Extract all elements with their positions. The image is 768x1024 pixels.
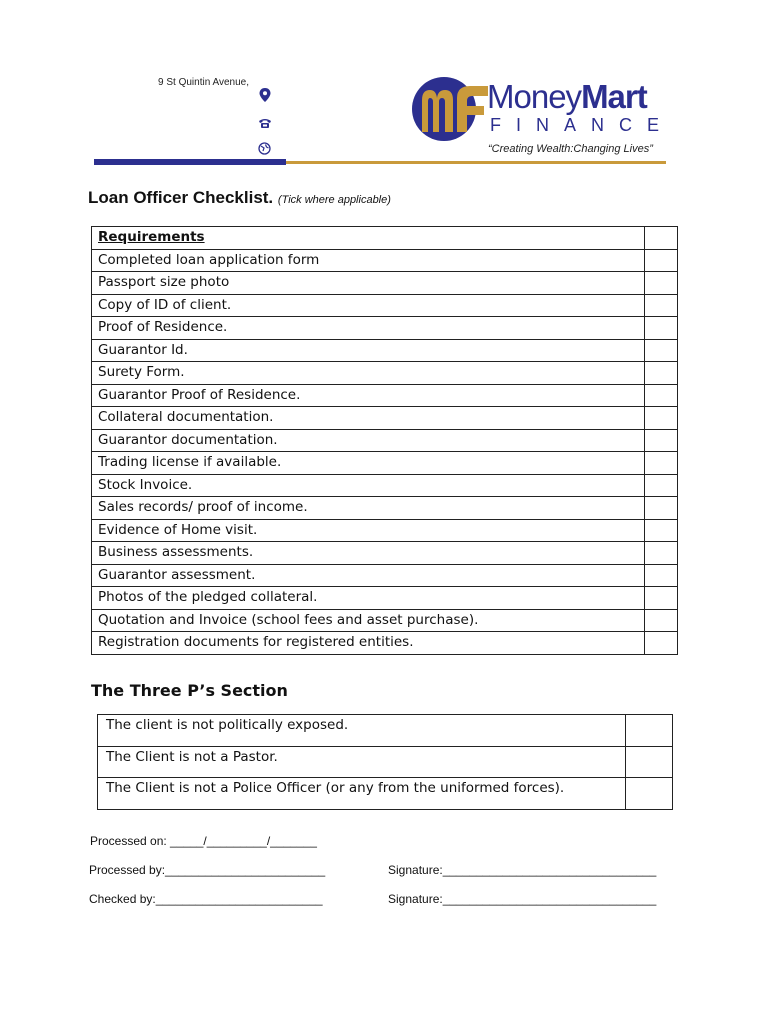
table-row bbox=[92, 429, 678, 452]
tick-box[interactable] bbox=[645, 362, 678, 385]
requirement-label: Stock Invoice. bbox=[92, 474, 645, 497]
three-ps-statement: The client is not politically exposed. bbox=[98, 715, 626, 747]
table-row bbox=[92, 407, 678, 430]
tick-box[interactable] bbox=[645, 407, 678, 430]
requirement-label: Surety Form. bbox=[92, 362, 645, 385]
location-pin-icon bbox=[258, 87, 272, 101]
requirement-label: Collateral documentation. bbox=[92, 407, 645, 430]
table-header-row bbox=[92, 227, 678, 250]
tick-box[interactable] bbox=[645, 564, 678, 587]
requirement-label: Guarantor documentation. bbox=[92, 429, 645, 452]
table-row bbox=[92, 452, 678, 475]
checked-by-field[interactable]: Checked by:_________________________ bbox=[89, 892, 323, 906]
logo-tagline: “Creating Wealth:Changing Lives” bbox=[488, 143, 653, 155]
requirements-table bbox=[91, 226, 678, 655]
tick-box[interactable] bbox=[645, 272, 678, 295]
signature-field-2[interactable]: Signature:________________________________ bbox=[388, 892, 657, 906]
requirement-label: Registration documents for registered entities. bbox=[92, 632, 645, 655]
requirement-label: Business assessments. bbox=[92, 542, 645, 565]
company-address: 9 St Quintin Avenue, bbox=[158, 77, 249, 88]
table-row bbox=[92, 609, 678, 632]
tick-box[interactable] bbox=[626, 746, 673, 778]
table-row bbox=[98, 746, 673, 778]
logo-money-text: Money bbox=[487, 78, 582, 115]
requirement-label: Guarantor Proof of Residence. bbox=[92, 384, 645, 407]
requirement-label: Trading license if available. bbox=[92, 452, 645, 475]
requirement-label: Evidence of Home visit. bbox=[92, 519, 645, 542]
tick-box[interactable] bbox=[626, 778, 673, 810]
logo-wordmark bbox=[487, 80, 647, 113]
table-row bbox=[92, 632, 678, 655]
three-ps-table bbox=[97, 714, 673, 810]
table-row bbox=[92, 294, 678, 317]
tick-box[interactable] bbox=[645, 497, 678, 520]
three-ps-title: The Three P’s Section bbox=[91, 681, 288, 700]
requirement-label: Sales records/ proof of income. bbox=[92, 497, 645, 520]
tick-box[interactable] bbox=[645, 429, 678, 452]
requirement-label: Copy of ID of client. bbox=[92, 294, 645, 317]
tick-box[interactable] bbox=[645, 519, 678, 542]
table-row bbox=[92, 519, 678, 542]
table-row bbox=[92, 339, 678, 362]
tick-box[interactable] bbox=[645, 227, 678, 250]
table-row bbox=[92, 317, 678, 340]
logo-finance-text: FINANCE bbox=[490, 115, 675, 135]
requirement-label: Guarantor assessment. bbox=[92, 564, 645, 587]
table-row bbox=[98, 715, 673, 747]
requirement-label: Passport size photo bbox=[92, 272, 645, 295]
tick-box[interactable] bbox=[645, 249, 678, 272]
requirements-header: Requirements bbox=[92, 227, 645, 250]
processed-by-field[interactable]: Processed by:________________________ bbox=[89, 863, 326, 877]
table-row bbox=[92, 564, 678, 587]
table-row bbox=[92, 272, 678, 295]
table-row bbox=[92, 249, 678, 272]
table-row bbox=[98, 778, 673, 810]
tick-box[interactable] bbox=[645, 452, 678, 475]
logo-mart-text: Mart bbox=[581, 78, 647, 115]
tick-box[interactable] bbox=[626, 715, 673, 747]
tick-box[interactable] bbox=[645, 632, 678, 655]
tick-box[interactable] bbox=[645, 474, 678, 497]
checklist-note: (Tick where applicable) bbox=[277, 194, 391, 206]
three-ps-statement: The Client is not a Pastor. bbox=[98, 746, 626, 778]
tick-box[interactable] bbox=[645, 542, 678, 565]
table-row bbox=[92, 542, 678, 565]
globe-icon bbox=[258, 142, 272, 156]
telephone-icon bbox=[258, 117, 272, 131]
header-rule-blue bbox=[94, 159, 286, 165]
tick-box[interactable] bbox=[645, 317, 678, 340]
signature-field-1[interactable]: Signature:________________________________ bbox=[388, 863, 657, 877]
tick-box[interactable] bbox=[645, 609, 678, 632]
table-row bbox=[92, 384, 678, 407]
requirement-label: Photos of the pledged collateral. bbox=[92, 587, 645, 610]
tick-box[interactable] bbox=[645, 587, 678, 610]
requirement-label: Guarantor Id. bbox=[92, 339, 645, 362]
table-row bbox=[92, 587, 678, 610]
checklist-title: Loan Officer Checklist. bbox=[88, 188, 274, 207]
tick-box[interactable] bbox=[645, 294, 678, 317]
tick-box[interactable] bbox=[645, 384, 678, 407]
checklist-heading bbox=[88, 188, 391, 208]
three-ps-statement: The Client is not a Police Officer (or any from the uniformed forces). bbox=[98, 778, 626, 810]
moneymart-logo-mark bbox=[410, 74, 490, 144]
processed-on-field[interactable]: Processed on: _____/_________/_______ bbox=[90, 834, 317, 848]
header-rule-gold bbox=[286, 161, 666, 164]
table-row bbox=[92, 474, 678, 497]
requirement-label: Completed loan application form bbox=[92, 249, 645, 272]
table-row bbox=[92, 497, 678, 520]
table-row bbox=[92, 362, 678, 385]
requirement-label: Proof of Residence. bbox=[92, 317, 645, 340]
requirement-label: Quotation and Invoice (school fees and asset purchase). bbox=[92, 609, 645, 632]
tick-box[interactable] bbox=[645, 339, 678, 362]
